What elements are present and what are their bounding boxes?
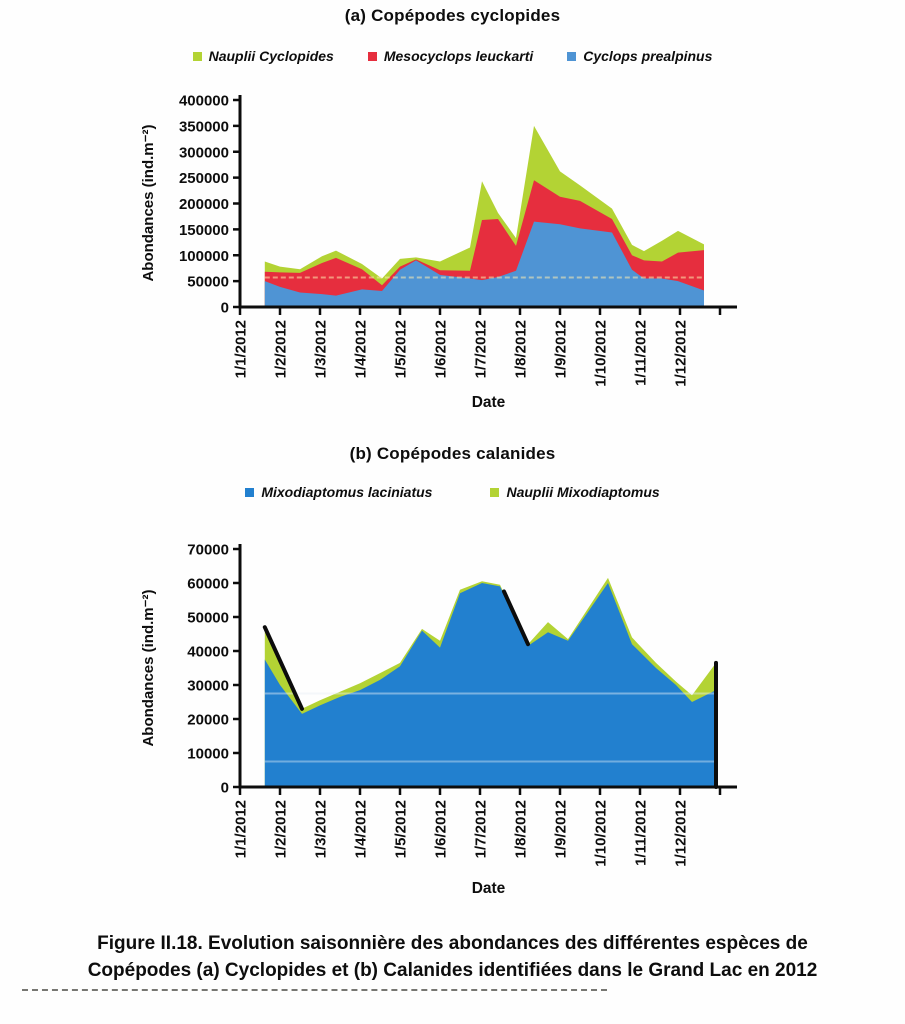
y-tick-label: 200000 — [178, 196, 229, 213]
y-tick-label: 100000 — [178, 247, 229, 265]
x-tick-label: 1/1/2012 — [232, 320, 250, 379]
figure-caption-line-1: Figure II.18. Evolution saisonnière des abondances des différentes espèces de — [97, 933, 808, 954]
legend-label: Cyclops prealpinus — [583, 48, 713, 64]
y-tick-label: 60000 — [187, 575, 229, 593]
x-tick-label: 1/2/2012 — [272, 320, 290, 379]
figure-caption — [0, 931, 905, 985]
chart-a-title: (a) Copépodes cyclopides — [344, 6, 561, 25]
y-tick-label: 300000 — [178, 144, 229, 162]
chart-b-title: (b) Copépodes calanides — [349, 444, 556, 463]
x-tick-label: 1/10/2012 — [592, 320, 610, 387]
x-tick-label: 1/6/2012 — [432, 800, 450, 859]
x-tick-label: 1/3/2012 — [312, 800, 330, 859]
x-tick-label: 1/8/2012 — [512, 320, 530, 379]
x-tick-label: 1/10/2012 — [592, 800, 610, 867]
x-tick-label: 1/2/2012 — [272, 800, 290, 859]
x-tick-label: 1/5/2012 — [392, 320, 410, 379]
y-tick-label: 0 — [220, 779, 229, 797]
legend-label: Mesocyclops leuckarti — [383, 48, 534, 64]
x-tick-label: 1/9/2012 — [552, 800, 570, 859]
scan-artifact-line — [22, 989, 607, 991]
area-mixodiaptomus-laciniatus — [265, 583, 716, 787]
y-tick-label: 0 — [220, 299, 229, 317]
x-tick-label: 1/11/2012 — [632, 320, 650, 386]
x-tick-label: 1/4/2012 — [352, 320, 370, 379]
x-tick-label: 1/12/2012 — [672, 320, 690, 387]
x-tick-label: 1/12/2012 — [672, 800, 690, 867]
x-tick-label: 1/7/2012 — [472, 320, 490, 379]
chart-b-legend — [0, 482, 905, 502]
legend-label: Nauplii Mixodiaptomus — [506, 484, 660, 500]
y-tick-label: 50000 — [187, 609, 229, 627]
x-tick-label: 1/1/2012 — [232, 800, 250, 859]
legend-item-nauplii-mixodiaptomus — [490, 484, 659, 500]
legend-swatch-icon — [490, 488, 499, 497]
y-tick-label: 400000 — [178, 92, 229, 110]
y-tick-label: 40000 — [187, 643, 229, 661]
x-tick-label: 1/5/2012 — [392, 800, 410, 859]
x-tick-label: 1/9/2012 — [552, 320, 570, 379]
y-tick-label: 250000 — [178, 170, 229, 188]
legend-label: Nauplii Cyclopides — [208, 48, 334, 64]
figure-caption-line-2: Copépodes (a) Cyclopides et (b) Calanides identifiées dans le Grand Lac en 2012 — [87, 959, 818, 981]
y-tick-label: 70000 — [187, 541, 229, 559]
legend-swatch-icon — [245, 488, 254, 497]
chart-a-y-axis-label: Abondances (ind.m⁻²) — [140, 124, 157, 282]
chart-b-x-axis-label: Date — [471, 880, 506, 897]
x-tick-label: 1/8/2012 — [512, 800, 530, 859]
x-tick-label: 1/7/2012 — [472, 800, 490, 859]
x-tick-label: 1/6/2012 — [432, 320, 450, 379]
y-tick-label: 350000 — [178, 118, 229, 136]
y-tick-label: 10000 — [187, 745, 229, 763]
legend-label: Mixodiaptomus laciniatus — [261, 484, 433, 500]
y-tick-label: 30000 — [187, 677, 229, 695]
chart-a-x-axis-label: Date — [471, 394, 506, 411]
x-tick-label: 1/11/2012 — [632, 800, 650, 866]
y-tick-label: 150000 — [178, 221, 229, 239]
chart-b-y-axis-label: Abondances (ind.m⁻²) — [140, 589, 157, 747]
y-tick-label: 50000 — [187, 273, 229, 291]
x-tick-label: 1/4/2012 — [352, 800, 370, 859]
y-tick-label: 20000 — [187, 711, 229, 729]
x-tick-label: 1/3/2012 — [312, 320, 330, 379]
legend-item-mixodiaptomus-laciniatus — [245, 484, 432, 500]
